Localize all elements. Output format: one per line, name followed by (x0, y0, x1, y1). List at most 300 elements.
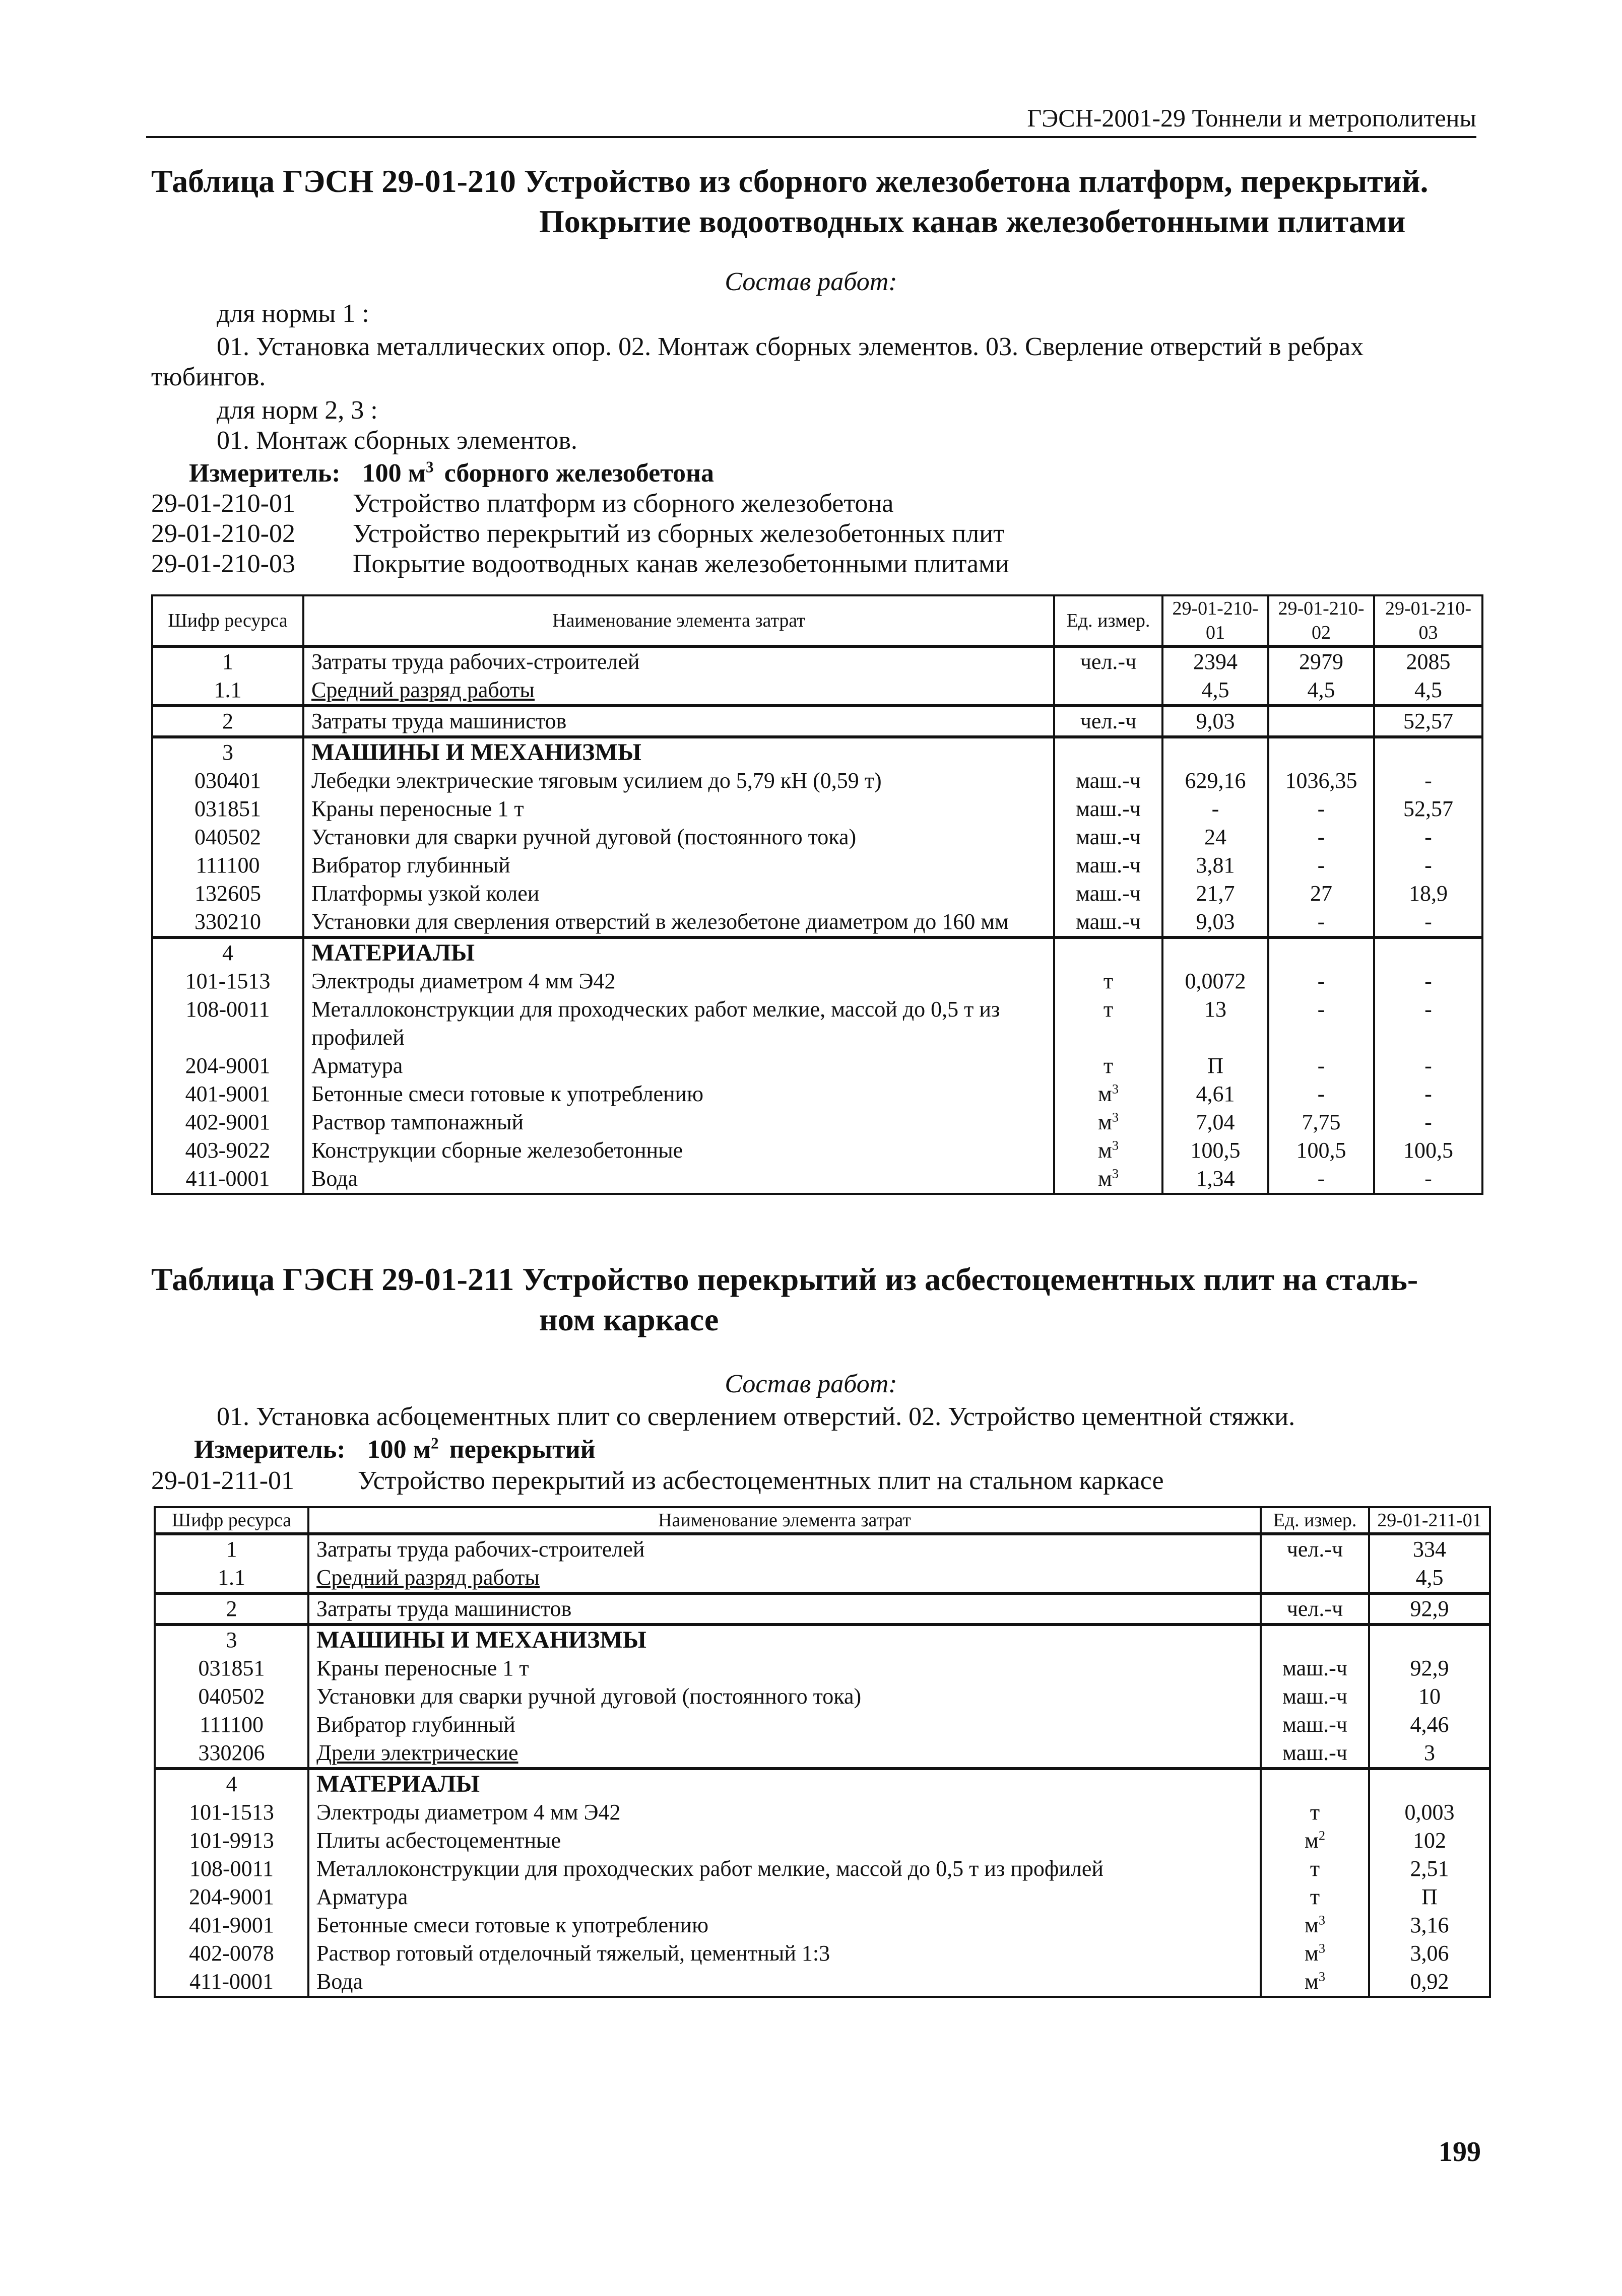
row-name-text: Установки для сварки ручной дуговой (постоянного тока) (316, 1684, 862, 1709)
row-name (308, 1968, 1261, 1997)
row-name-text: Металлоконструкции для проходческих работ мелкие, массой до 0,5 т из профилей (311, 997, 1000, 1050)
row-name (303, 823, 1054, 851)
row-name-text: Раствор тампонажный (311, 1110, 524, 1134)
row-value-v1: 334 (1369, 1534, 1490, 1564)
row-name-text: Металлоконструкции для проходческих работ мелкие, массой до 0,5 т из профилей (316, 1856, 1104, 1881)
row-name (308, 1911, 1261, 1939)
table1-norm23-text: 01. Монтаж сборных элементов. (217, 426, 577, 455)
row-value-v2: 2979 (1268, 646, 1374, 676)
row-unit (1054, 937, 1162, 967)
row-value-v1: 92,9 (1369, 1593, 1490, 1625)
unit-exponent: 3 (1112, 1081, 1119, 1097)
row-name-text: Бетонные смеси готовые к употреблению (311, 1082, 703, 1106)
row-value-v3 (1374, 937, 1482, 967)
row-value-v3: 18,9 (1374, 880, 1482, 908)
row-name (303, 1136, 1054, 1165)
row-name (303, 646, 1054, 676)
row-code: 040502 (155, 1682, 308, 1711)
table1-measure-sup: 3 (426, 458, 434, 476)
row-name (303, 1052, 1054, 1080)
code-row (151, 1466, 1164, 1496)
row-unit-text: т (1103, 1053, 1114, 1078)
row-unit (1261, 1564, 1369, 1593)
table2-works-caption: Состав работ: (725, 1370, 897, 1398)
row-unit (1054, 1136, 1162, 1165)
row-name-text: Краны переносные 1 т (311, 796, 524, 821)
table-row (152, 851, 1482, 880)
row-name-text: Конструкции сборные железобетонные (311, 1138, 683, 1163)
row-unit (1261, 1968, 1369, 1997)
row-name-text: Затраты труда рабочих-строителей (311, 649, 640, 674)
row-value-v1: 92,9 (1369, 1654, 1490, 1682)
row-unit (1054, 706, 1162, 737)
row-unit (1261, 1654, 1369, 1682)
row-unit-text: т (1310, 1800, 1320, 1825)
table2-measure-value: 100 м (367, 1435, 431, 1464)
row-unit-text: маш.-ч (1282, 1712, 1347, 1737)
row-name (303, 1080, 1054, 1108)
row-code: 040502 (152, 823, 303, 851)
row-name (308, 1564, 1261, 1593)
row-value-v3: - (1374, 995, 1482, 1052)
table2-title (151, 1259, 1476, 1340)
row-unit (1261, 1593, 1369, 1625)
table2-measure (194, 1435, 596, 1464)
row-value-v2: - (1268, 1165, 1374, 1194)
row-name (303, 908, 1054, 937)
row-code: 132605 (152, 880, 303, 908)
row-value-v2: - (1268, 967, 1374, 995)
table-row (155, 1968, 1490, 1997)
row-value-v3: - (1374, 1080, 1482, 1108)
row-name (303, 737, 1054, 767)
row-code: 4 (155, 1769, 308, 1798)
row-name-text: Плиты асбестоцементные (316, 1828, 561, 1853)
row-name-text: МАШИНЫ И МЕХАНИЗМЫ (311, 739, 641, 766)
code-description: Устройство перекрытий из сборных железобетонных плит (353, 519, 1005, 548)
table-row (155, 1682, 1490, 1711)
row-value-v2: 7,75 (1268, 1108, 1374, 1136)
page-number: 199 (1439, 2136, 1481, 2168)
table2-title-line1: Таблица ГЭСН 29-01-211 Устройство перекрытий из асбестоцементных плит на сталь- (151, 1261, 1418, 1297)
unit-exponent: 3 (1112, 1166, 1119, 1181)
row-unit-text: маш.-ч (1282, 1684, 1347, 1709)
row-name (303, 706, 1054, 737)
row-value-v2 (1268, 937, 1374, 967)
row-name (303, 967, 1054, 995)
row-code: 031851 (155, 1654, 308, 1682)
row-name-text: Затраты труда машинистов (311, 709, 567, 733)
row-name-text: Средний разряд работы (316, 1565, 540, 1590)
row-name (308, 1769, 1261, 1798)
table-row (155, 1911, 1490, 1939)
row-value-v3: 52,57 (1374, 795, 1482, 823)
row-value-v1: 21,7 (1162, 880, 1268, 908)
row-name (303, 880, 1054, 908)
row-unit-text: м (1097, 1110, 1112, 1134)
row-code: 101-1513 (155, 1798, 308, 1827)
row-name (308, 1593, 1261, 1625)
row-name-text: МАШИНЫ И МЕХАНИЗМЫ (316, 1627, 646, 1653)
row-code: 4 (152, 937, 303, 967)
table-header-row (155, 1507, 1490, 1534)
row-unit-text: маш.-ч (1282, 1740, 1347, 1765)
table1-norm1-label: для нормы 1 : (217, 299, 369, 328)
table-row (152, 1080, 1482, 1108)
table-row (155, 1939, 1490, 1968)
row-name-text: Вибратор глубинный (316, 1712, 515, 1737)
table1-norm1-text-line2: тюбингов. (151, 363, 266, 391)
row-name (303, 1165, 1054, 1194)
code-id: 29-01-211-01 (151, 1466, 295, 1495)
row-value-v3: 100,5 (1374, 1136, 1482, 1165)
row-code: 3 (152, 737, 303, 767)
row-unit (1261, 1534, 1369, 1564)
row-value-v3: 2085 (1374, 646, 1482, 676)
row-unit-text: маш.-ч (1076, 853, 1141, 877)
row-unit (1261, 1939, 1369, 1968)
code-description: Устройство перекрытий из асбестоцементных плит на стальном каркасе (358, 1466, 1164, 1495)
code-row (151, 549, 1009, 579)
row-value-v2: 1036,35 (1268, 767, 1374, 795)
table-row (155, 1827, 1490, 1855)
unit-exponent: 2 (1318, 1828, 1326, 1843)
row-code: 330210 (152, 908, 303, 937)
row-value-v2: 4,5 (1268, 676, 1374, 706)
table-row (152, 1052, 1482, 1080)
row-code: 411-0001 (152, 1165, 303, 1194)
row-value-v1: 102 (1369, 1827, 1490, 1855)
row-code: 1.1 (152, 676, 303, 706)
row-value-v1: 0,0072 (1162, 967, 1268, 995)
code-description: Устройство платформ из сборного железобетона (353, 489, 894, 518)
header-unit: Ед. измер. (1261, 1507, 1369, 1534)
row-unit-text: м (1304, 1969, 1319, 1994)
row-name (303, 767, 1054, 795)
table-row (155, 1739, 1490, 1769)
table2-works-text: 01. Установка асбоцементных плит со сверлением отверстий. 02. Устройство цементной стяжки. (217, 1402, 1295, 1431)
running-head: ГЭСН-2001-29 Тоннели и метрополитены (1027, 104, 1476, 132)
row-value-v3: - (1374, 1108, 1482, 1136)
row-unit-text: м (1304, 1941, 1319, 1966)
row-value-v2 (1268, 706, 1374, 737)
row-unit (1054, 646, 1162, 676)
table-row (155, 1855, 1490, 1883)
row-unit-text: м (1304, 1913, 1319, 1937)
row-unit-text: м (1097, 1082, 1112, 1106)
table-row (155, 1564, 1490, 1593)
row-unit (1054, 1080, 1162, 1108)
row-value-v3: 4,5 (1374, 676, 1482, 706)
row-value-v2: - (1268, 995, 1374, 1052)
row-unit-text: маш.-ч (1076, 825, 1141, 849)
row-name-text: Раствор готовый отделочный тяжелый, цементный 1:3 (316, 1941, 830, 1966)
row-value-v1: 2394 (1162, 646, 1268, 676)
row-value-v1 (1162, 937, 1268, 967)
table-row (152, 880, 1482, 908)
row-unit (1054, 1108, 1162, 1136)
row-name-text: МАТЕРИАЛЫ (316, 1771, 480, 1797)
row-value-v1: 3 (1369, 1739, 1490, 1769)
row-name (308, 1534, 1261, 1564)
header-rule (146, 136, 1476, 138)
row-code: 204-9001 (155, 1883, 308, 1911)
row-name-text: Затраты труда машинистов (316, 1596, 572, 1621)
table-row (152, 706, 1482, 737)
row-value-v1: 100,5 (1162, 1136, 1268, 1165)
unit-exponent: 3 (1318, 1912, 1326, 1928)
row-code: 1 (152, 646, 303, 676)
row-value-v1: - (1162, 795, 1268, 823)
row-value-v3: - (1374, 823, 1482, 851)
row-name (308, 1682, 1261, 1711)
row-unit (1054, 737, 1162, 767)
row-name-text: Установки для сверления отверстий в железобетоне диаметром до 160 мм (311, 909, 1009, 934)
table-row (155, 1534, 1490, 1564)
row-unit (1261, 1827, 1369, 1855)
row-name-text: Дрели электрические (316, 1740, 518, 1765)
row-unit (1054, 1052, 1162, 1080)
row-code: 101-1513 (152, 967, 303, 995)
unit-exponent: 3 (1112, 1109, 1119, 1125)
row-value-v1: 3,81 (1162, 851, 1268, 880)
row-unit (1261, 1682, 1369, 1711)
table-row (155, 1769, 1490, 1798)
row-value-v1: П (1162, 1052, 1268, 1080)
row-value-v1: 0,92 (1369, 1968, 1490, 1997)
row-name (308, 1939, 1261, 1968)
code-row (151, 489, 894, 518)
row-unit-text: т (1103, 997, 1114, 1022)
table-row (152, 995, 1482, 1052)
row-value-v1: 9,03 (1162, 908, 1268, 937)
header-name: Наименование элемента затрат (303, 595, 1054, 646)
row-value-v1: П (1369, 1883, 1490, 1911)
row-code: 108-0011 (155, 1855, 308, 1883)
row-value-v3: - (1374, 851, 1482, 880)
row-unit-text: т (1310, 1884, 1320, 1909)
row-code: 2 (152, 706, 303, 737)
header-unit: Ед. измер. (1054, 595, 1162, 646)
table-row (152, 823, 1482, 851)
row-name-text: Арматура (316, 1884, 408, 1909)
table2-cost-table (154, 1506, 1491, 1998)
table-row (152, 908, 1482, 937)
table2-measure-label: Измеритель: (194, 1435, 346, 1464)
row-value-v2: - (1268, 851, 1374, 880)
table-row (152, 646, 1482, 676)
row-code: 401-9001 (152, 1080, 303, 1108)
row-value-v1: 0,003 (1369, 1798, 1490, 1827)
row-unit (1261, 1711, 1369, 1739)
row-value-v1: 10 (1369, 1682, 1490, 1711)
row-value-v1: 1,34 (1162, 1165, 1268, 1194)
table-row (152, 795, 1482, 823)
table2-measure-sup: 2 (431, 1434, 439, 1452)
table-row (152, 937, 1482, 967)
table-row (152, 1136, 1482, 1165)
row-code: 1.1 (155, 1564, 308, 1593)
row-name-text: Платформы узкой колеи (311, 881, 540, 906)
row-name (308, 1654, 1261, 1682)
code-id: 29-01-210-02 (151, 519, 295, 548)
table-row (155, 1711, 1490, 1739)
table1-measure-value: 100 м (362, 459, 426, 488)
row-unit-text: маш.-ч (1076, 909, 1141, 934)
row-unit-text: маш.-ч (1076, 796, 1141, 821)
table1-measure (189, 458, 714, 488)
row-unit-text: маш.-ч (1282, 1656, 1347, 1680)
row-unit-text: чел.-ч (1080, 709, 1137, 733)
row-unit (1261, 1769, 1369, 1798)
header-column-c2: 29-01-210-02 (1268, 595, 1374, 646)
row-name (303, 851, 1054, 880)
row-value-v3: - (1374, 1052, 1482, 1080)
row-value-v2: 27 (1268, 880, 1374, 908)
row-value-v1: 4,61 (1162, 1080, 1268, 1108)
row-value-v1: 2,51 (1369, 1855, 1490, 1883)
row-name (308, 1711, 1261, 1739)
row-code: 2 (155, 1593, 308, 1625)
row-value-v3 (1374, 737, 1482, 767)
row-value-v1 (1369, 1625, 1490, 1654)
row-value-v2: - (1268, 908, 1374, 937)
row-unit (1054, 823, 1162, 851)
row-unit (1054, 676, 1162, 706)
code-description: Покрытие водоотводных канав железобетонными плитами (353, 550, 1009, 578)
table1-cost-table (151, 594, 1483, 1195)
row-value-v3: - (1374, 908, 1482, 937)
row-value-v2: - (1268, 1052, 1374, 1080)
table1-works-caption: Состав работ: (725, 267, 897, 296)
row-value-v1 (1369, 1769, 1490, 1798)
row-value-v1: 9,03 (1162, 706, 1268, 737)
row-value-v1: 3,16 (1369, 1911, 1490, 1939)
row-name-text: Краны переносные 1 т (316, 1656, 529, 1680)
row-value-v3: - (1374, 967, 1482, 995)
table-header-row (152, 595, 1482, 646)
table1-norm23-label: для норм 2, 3 : (217, 396, 378, 425)
unit-exponent: 3 (1318, 1969, 1326, 1984)
table-row (155, 1593, 1490, 1625)
row-value-v3: - (1374, 1165, 1482, 1194)
row-name-text: Установки для сварки ручной дуговой (постоянного тока) (311, 825, 857, 849)
row-unit-text: м (1304, 1828, 1319, 1853)
table-row (152, 967, 1482, 995)
row-code: 030401 (152, 767, 303, 795)
table2-title-line2: ном каркасе (539, 1302, 719, 1337)
table-row (152, 676, 1482, 706)
row-unit (1261, 1855, 1369, 1883)
row-code: 411-0001 (155, 1968, 308, 1997)
row-name (308, 1625, 1261, 1654)
row-unit (1054, 967, 1162, 995)
row-name-text: Арматура (311, 1053, 403, 1078)
row-name-text: Вода (316, 1969, 363, 1994)
row-name-text: Вода (311, 1166, 358, 1191)
table-row (152, 737, 1482, 767)
row-unit (1054, 767, 1162, 795)
table1-norm1-text-line1: 01. Установка металлических опор. 02. Монтаж сборных элементов. 03. Сверление отверстий в ребрах (217, 332, 1364, 361)
code-row (151, 519, 1005, 549)
row-name-text: Электроды диаметром 4 мм Э42 (311, 969, 616, 993)
row-unit (1054, 795, 1162, 823)
row-unit (1054, 908, 1162, 937)
table1-title-line2: Покрытие водоотводных канав железобетонными плитами (539, 204, 1406, 239)
table-row (155, 1798, 1490, 1827)
table-row (152, 767, 1482, 795)
row-unit-text: т (1310, 1856, 1320, 1881)
row-code: 1 (155, 1534, 308, 1564)
row-unit (1261, 1739, 1369, 1769)
row-value-v1: 629,16 (1162, 767, 1268, 795)
row-value-v1 (1162, 737, 1268, 767)
row-name (303, 995, 1054, 1052)
table1-title-line1: Таблица ГЭСН 29-01-210 Устройство из сборного железобетона платформ, перекрытий. (151, 163, 1429, 199)
row-name (308, 1827, 1261, 1855)
row-unit-text: маш.-ч (1076, 881, 1141, 906)
row-value-v1: 4,5 (1162, 676, 1268, 706)
row-unit (1261, 1883, 1369, 1911)
header-name: Наименование элемента затрат (308, 1507, 1261, 1534)
row-name (308, 1739, 1261, 1769)
row-value-v2 (1268, 737, 1374, 767)
row-code: 403-9022 (152, 1136, 303, 1165)
table1-measure-label: Измеритель: (189, 459, 341, 488)
row-value-v1: 3,06 (1369, 1939, 1490, 1968)
row-code: 111100 (155, 1711, 308, 1739)
row-code: 330206 (155, 1739, 308, 1769)
row-unit (1054, 880, 1162, 908)
header-column-c3: 29-01-210-03 (1374, 595, 1482, 646)
row-name-text: Бетонные смеси готовые к употреблению (316, 1913, 708, 1937)
header-column-c1: 29-01-211-01 (1369, 1507, 1490, 1534)
row-unit-text: т (1103, 969, 1114, 993)
row-code: 402-0078 (155, 1939, 308, 1968)
row-code: 101-9913 (155, 1827, 308, 1855)
row-unit (1054, 1165, 1162, 1194)
row-code: 111100 (152, 851, 303, 880)
table1-measure-tail: сборного железобетона (444, 459, 715, 488)
code-id: 29-01-210-03 (151, 550, 295, 578)
table-row (152, 1165, 1482, 1194)
row-value-v1: 7,04 (1162, 1108, 1268, 1136)
row-unit-text: чел.-ч (1286, 1537, 1343, 1562)
row-name-text: Затраты труда рабочих-строителей (316, 1537, 645, 1562)
code-id: 29-01-210-01 (151, 489, 295, 518)
table-row (155, 1625, 1490, 1654)
row-unit-text: чел.-ч (1080, 649, 1137, 674)
table1-title (151, 161, 1476, 242)
row-name (308, 1883, 1261, 1911)
table-row (155, 1883, 1490, 1911)
row-value-v3: 52,57 (1374, 706, 1482, 737)
row-value-v2: 100,5 (1268, 1136, 1374, 1165)
header-column-c1: 29-01-210-01 (1162, 595, 1268, 646)
row-value-v2: - (1268, 795, 1374, 823)
row-value-v1: 13 (1162, 995, 1268, 1052)
row-code: 031851 (152, 795, 303, 823)
row-value-v3: - (1374, 767, 1482, 795)
row-unit (1261, 1798, 1369, 1827)
row-name (303, 1108, 1054, 1136)
row-name-text: Вибратор глубинный (311, 853, 510, 877)
row-name-text: Лебедки электрические тяговым усилием до 5,79 кН (0,59 т) (311, 768, 882, 793)
row-code: 402-9001 (152, 1108, 303, 1136)
row-unit-text: чел.-ч (1286, 1596, 1343, 1621)
row-name (303, 676, 1054, 706)
row-value-v2: - (1268, 1080, 1374, 1108)
